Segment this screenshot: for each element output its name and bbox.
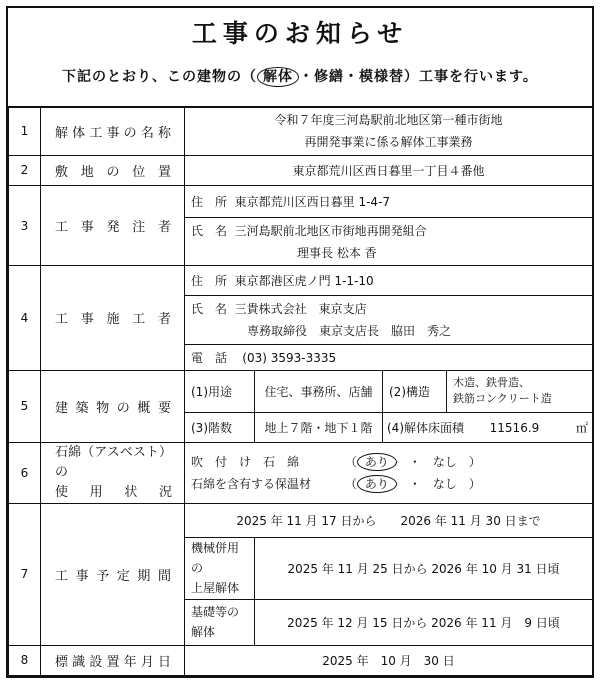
area-unit: ㎡ — [576, 420, 589, 435]
page-title: 工事のお知らせ — [191, 19, 409, 48]
asbestos-status — [185, 442, 593, 503]
row-label: 工事発注者 — [41, 185, 185, 265]
no-option: なし — [432, 455, 457, 470]
intro-sentence — [8, 66, 592, 87]
yes-circled: あり — [357, 475, 397, 493]
area-key: (4)解体床面積 — [387, 420, 464, 435]
table-row-4a — [9, 266, 593, 296]
tel-value: (03) 3593-3335 — [242, 350, 337, 365]
client-rep: 理事長 松本 香 — [297, 245, 377, 260]
row-number: 8 — [9, 645, 41, 675]
name-key: 氏 名 — [191, 301, 228, 316]
no-option: なし — [432, 477, 457, 492]
item-label: 吹 付 け 石 綿 — [191, 455, 300, 470]
row-label: 工事施工者 — [41, 266, 185, 370]
notice-board — [6, 6, 594, 678]
table-row-3a — [9, 185, 593, 217]
address-key: 住 所 — [191, 194, 228, 209]
item-label: 石綿を含有する保温材 — [191, 477, 312, 492]
separator-dot: ・ — [408, 477, 421, 492]
row-label — [41, 442, 185, 503]
work-period: 2025 年 11 月 17 日から 2026 年 11 月 30 日まで — [185, 504, 593, 538]
structure-key: (2)構造 — [383, 370, 447, 412]
name-key: 氏 名 — [191, 223, 228, 238]
table-row-5a — [9, 370, 593, 412]
row-label-line2: 使用状況 — [55, 485, 172, 501]
machine-demolition-period: 2025 年 11 月 25 日から 2026 年 10 月 31 日頃 — [255, 538, 593, 599]
demolition-area — [383, 412, 593, 442]
key-line2: 解体 — [191, 625, 216, 640]
row-number: 6 — [9, 442, 41, 503]
intro-before: 下記のとおり、この建物の（ — [62, 69, 258, 85]
contractor-tel — [185, 344, 593, 370]
table-row-1 — [9, 107, 593, 155]
structure-value — [447, 370, 593, 412]
address-value: 東京都港区虎ノ門 1-1-10 — [234, 274, 374, 289]
machine-demolition-key — [185, 538, 255, 599]
structure-line2: 鉄筋コンクリート造 — [453, 392, 552, 406]
row-label: 敷地の位置 — [41, 155, 185, 185]
contractor-name — [185, 296, 593, 344]
row-number: 5 — [9, 370, 41, 442]
table-row-6 — [9, 442, 593, 503]
site-location: 東京都荒川区西日暮里一丁目４番他 — [185, 155, 593, 185]
row-number: 2 — [9, 155, 41, 185]
separator-dot: ・ — [408, 455, 421, 470]
intro-after: ・修繕・模様替）工事を行います。 — [299, 69, 538, 85]
project-name-line2: 再開発事業に係る解体工事業務 — [304, 135, 473, 150]
contractor-org: 三貴株式会社 東京支店 — [234, 301, 367, 316]
row-label: 工事予定期間 — [41, 504, 185, 646]
contractor-rep: 専務取締役 東京支店長 脇田 秀之 — [247, 323, 452, 338]
row-label-line1: 石綿（アスベスト）の — [55, 445, 172, 481]
row-number: 7 — [9, 504, 41, 646]
table-row-8 — [9, 645, 593, 675]
address-key: 住 所 — [191, 274, 228, 289]
client-org: 三河島駅前北地区市街地再開発組合 — [234, 223, 427, 238]
yes-circled: あり — [357, 453, 397, 471]
use-value: 住宅、事務所、店舗 — [255, 370, 383, 412]
key-line1: 基礎等の — [191, 605, 240, 620]
key-line2: 上屋解体 — [191, 581, 240, 596]
area-value: 11516.9 — [489, 420, 540, 435]
row-label: 建築物の概要 — [41, 370, 185, 442]
asbestos-item-sprayed: 吹 付 け 石 綿 （ あり ・ なし ） — [191, 451, 586, 473]
key-line1: 機械併用の — [191, 541, 240, 576]
client-name — [185, 217, 593, 265]
row-number: 1 — [9, 107, 41, 155]
row-label: 解体工事の名称 — [41, 107, 185, 155]
use-key: (1)用途 — [185, 370, 255, 412]
table-row-2 — [9, 155, 593, 185]
client-address — [185, 185, 593, 217]
structure-line1: 木造、鉄骨造、 — [453, 376, 530, 390]
project-name — [185, 107, 593, 155]
sign-date: 2025 年 10 月 30 日 — [185, 645, 593, 675]
floors-key: (3)階数 — [185, 412, 255, 442]
row-number: 4 — [9, 266, 41, 370]
address-value: 東京都荒川区西日暮里 1-4-7 — [234, 194, 391, 209]
row-number: 3 — [9, 185, 41, 265]
foundation-demolition-period: 2025 年 12 月 15 日から 2026 年 11 月 9 日頃 — [255, 599, 593, 645]
floors-value: 地上７階・地下１階 — [255, 412, 383, 442]
project-name-line1: 令和７年度三河島駅前北地区第一種市街地 — [274, 113, 503, 128]
notice-table — [8, 106, 593, 676]
foundation-demolition-key — [185, 599, 255, 645]
tel-key: 電 話 — [191, 350, 228, 365]
asbestos-item-insulation: 石綿を含有する保温材 （ あり ・ なし ） — [191, 473, 586, 495]
contractor-address — [185, 266, 593, 296]
table-row-7a — [9, 504, 593, 538]
row-label: 標識設置年月日 — [41, 645, 185, 675]
intro-selected-circled: 解体 — [257, 67, 299, 87]
